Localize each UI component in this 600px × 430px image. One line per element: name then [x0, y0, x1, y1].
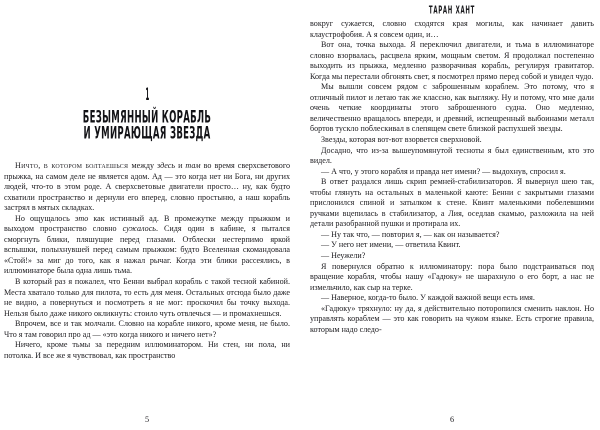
chapter-title-line-2: И УМИРАЮЩАЯ ЗВЕЗДА [83, 122, 211, 143]
text-run: как истинный ад. В промежутке между прыжком и выходом пространство словно [4, 213, 290, 234]
text-run: между [131, 161, 158, 170]
text-run: Мы вышли совсем рядом с заброшенным кораблем. Это потому, что я отличный пилот и летаю так же классно, как выгляжу. Ну и потому, что мне дали очень четкие координаты этого заброшенного судна. Оно медленно, величественно вращалось впереди, и древний, испещренный выбоинами металл бортов тускло поблескивал в слепящем свете близкой распухшей звезды. [310, 82, 594, 134]
text-run: Но ощущалось [15, 213, 75, 223]
chapter-opener [4, 85, 290, 141]
chapter-title-line-1: БЕЗЫМЯННЫЙ КОРАБЛЬ [82, 106, 212, 127]
paragraph [310, 167, 594, 178]
text-run: В который раз я пожалел, что Бенни выбрал корабль с такой тесной кабиной. Места хватало только для пилота, то есть для меня. Остальных отсюда было даже не видно, а повернуться и посмотреть я не мог: проскочил бы точку выхода. Нельзя было даже никого окликнуть: стоило чуть отвлечься — и промахнешься. [4, 277, 290, 318]
paragraph [310, 293, 594, 304]
paragraph [310, 230, 594, 241]
text-run: во время сверхсветового прыжка, на самом деле не является адом. Ад — это когда нет ни Бога, ни других людей, что-то в этом роде. А сверхсветовые двигатели просто… ну, как будто схватили пространство и дернули его вперед, словно простыню, а наш корабль застрял в мятых складках. [4, 161, 291, 213]
text-run: — У него нет имени, — ответила Квинт. [321, 240, 461, 250]
paragraph [310, 262, 594, 294]
paragraph [310, 82, 594, 135]
text-run: и [178, 161, 186, 170]
text-run: В ответ раздался лишь скрип ремней-стабилизаторов. Я вывернул шею так, чтобы глянуть на остальных в маленькой каюте: Бенни с закрытыми глазами прислонился спиной и затылком к стене. Квинт маленькими побелевшими ручками вцепилась в стабилизатор, а Лия, оседлав скамью, разложила на ней детали разобранной пушки и протирала их. [310, 177, 594, 229]
chapter-title [4, 106, 290, 143]
italic-run: там [185, 161, 204, 170]
paragraph [310, 19, 594, 40]
page-number-left: 5 [144, 415, 150, 424]
italic-run: здесь [157, 161, 179, 170]
chapter-number: 1 [145, 84, 149, 105]
paragraph [4, 214, 290, 277]
running-head-right: ТАРАН ХАНТ [428, 3, 476, 17]
paragraph [310, 40, 594, 82]
paragraph [310, 135, 594, 146]
paragraph [310, 146, 594, 167]
body-text-left [4, 161, 290, 361]
paragraph [310, 240, 594, 251]
paragraph [4, 340, 290, 361]
small-caps-run: Ничто, в котором болтаешься [15, 161, 132, 170]
text-run: — Ну так что, — повторил я, — как он называется? [321, 229, 500, 239]
text-run: — А что, у этого корабля и правда нет имени? — выдохнув, спросил я. [321, 166, 566, 176]
paragraph [310, 251, 594, 262]
italic-run: сужалось [122, 224, 156, 234]
page-number-right: 6 [449, 415, 455, 424]
paragraph [4, 161, 290, 214]
text-run: «Гадюку» тряхнуло: ну да, я действительно поторопился сменить наклон. Но управлять кораблем — это как говорить на чужом языке. Есть строгие правила, которым надо следо- [310, 303, 594, 334]
text-run: — Неужели? [321, 251, 366, 261]
text-run: Впрочем, все и так молчали. Словно на корабле никого, кроме меня, не было. Что я там говорил про ад — «это когда никого и ничего нет»? [4, 319, 290, 339]
text-run: Досадно, что из-за вышеупомянутой тесноты я был единственным, кто это видел. [310, 145, 594, 166]
paragraph [4, 319, 290, 340]
text-run: вокруг сужается, словно сходятся края могилы, как начинает давить клаустрофобия. А я совсем один, и… [310, 19, 594, 39]
text-run: Звезды, которая вот-вот взорвется сверхновой. [321, 135, 482, 145]
text-run: Вот она, точка выхода. Я переключил двигатели, и тьма в иллюминаторе словно взорвалась, расцвела ярким, мощным светом. Я продолжал постепенно выходить из прыжка, медленно разворачивая корабль, регулируя гравитатор. Когда мы перестали обгонять свет, я посмотрел прямо перед собой и увидел чудо. [310, 40, 594, 81]
paragraph [310, 177, 594, 230]
text-run: . Сидя один в кабине, я пытался сморгнуть блики, пляшущие перед глазами. Отблески нестерпимо яркой вспышки, полыхнувшей перед самым прыжком: будто Вселенная скомандовала «Стой!» за миг до того, как я нажал рычаг. Когда эти блики рассеялись, в иллюминаторе была одна лишь тьма. [4, 224, 290, 276]
page-right [300, 0, 600, 430]
text-run: — Наверное, когда-то было. У каждой важной вещи есть имя. [321, 293, 535, 303]
text-run: Ничего, кроме тьмы за передним иллюминатором. Ни стен, ни пола, ни потолка. И все же я чувствовал, как пространство [4, 340, 290, 360]
body-text-right [310, 19, 594, 335]
paragraph [310, 304, 594, 336]
paragraph [4, 277, 290, 319]
text-run: Я повернулся обратно к иллюминатору: пора было подстраиваться под вращение корабля, чтобы нашу «Гадюку» не шарахнуло о его борт, а нас не измельчило, как сыр на терке. [310, 261, 594, 292]
italic-run: это [74, 213, 94, 223]
